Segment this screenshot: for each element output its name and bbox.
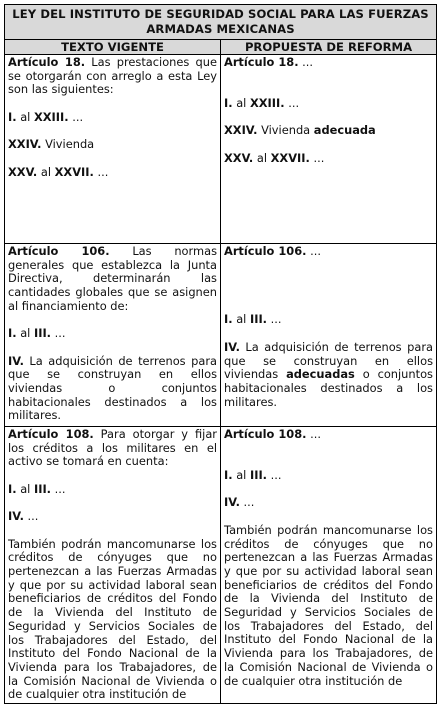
article-108-intro: Artículo 108. Para otorgar y fijar los créditos a los militares en el activo se tomará en cuenta: xyxy=(8,427,217,469)
article-heading: Artículo 108. xyxy=(8,427,94,441)
fraction-iv: IV. La adquisición de terrenos para que se construyan en ellos viviendas adecuadas o conjuntos habitacionales destinados a los militares. xyxy=(224,339,433,409)
fraction-iv: IV. La adquisición de terrenos para que se construyan en ellos viviendas o conjuntos habitacionales destinados a los militares. xyxy=(8,353,217,423)
article-108-paragraph: También podrán mancomunarse los créditos de cónyuges que no pertenezcan a las Fuerzas Armadas y que por su actividad laboral sean beneficiarios de créditos del Fondo de la Vivienda del Instituto de Seguridad y Servicios Sociales de los Trabajadores del Estado, del Instituto del Fondo Nacional de la Vivienda para los Trabajadores, de la Comisión Nacional de Vivienda o de cualquier otra institución de xyxy=(224,522,433,688)
fraction-xxiv: XXIV. Vivienda xyxy=(8,137,95,152)
table-row xyxy=(5,55,437,244)
article-108-intro: Artículo 108. ... xyxy=(224,427,321,441)
article-heading: Artículo 18. xyxy=(8,55,86,69)
fraction-xxiv: XXIV. Vivienda adecuada xyxy=(224,123,376,138)
article-108-paragraph: También podrán mancomunarse los créditos de cónyuges que no pertenezcan a las Fuerzas Armadas y que por su actividad laboral sean beneficiarios de créditos del Fondo de la Vivienda del Instituto de Seguridad y Servicios Sociales de los Trabajadores del Estado, del Instituto del Fondo Nacional de la Vivienda para los Trabajadores, de la Comisión Nacional de Vivienda o de cualquier otra institución de xyxy=(8,536,217,702)
column-header-row xyxy=(5,40,437,55)
article-106-intro: Artículo 106. ... xyxy=(224,244,321,258)
comparison-table xyxy=(4,4,437,704)
article-heading: Artículo 106. xyxy=(224,244,307,258)
fraction-range: I. al III. ... xyxy=(8,326,66,341)
fraction-iv: IV. ... xyxy=(224,495,255,510)
article-106-current xyxy=(5,244,221,427)
article-106-proposal xyxy=(221,244,437,427)
table-row xyxy=(5,244,437,427)
fraction-range: I. al III. ... xyxy=(224,312,282,327)
fraction-range: I. al III. ... xyxy=(224,468,282,483)
article-18-current xyxy=(5,55,221,244)
article-heading: Artículo 18. xyxy=(224,55,299,69)
article-18-proposal xyxy=(221,55,437,244)
table-row xyxy=(5,427,437,704)
fraction-range: XXV. al XXVII. ... xyxy=(224,150,325,165)
article-108-current xyxy=(5,427,221,704)
table-title: LEY DEL INSTITUTO DE SEGURIDAD SOCIAL PARA LAS FUERZAS ARMADAS MEXICANAS xyxy=(5,5,437,40)
article-heading: Artículo 108. xyxy=(224,427,307,441)
article-18-intro xyxy=(8,56,217,97)
article-108-proposal xyxy=(221,427,437,704)
column-header-proposal: PROPUESTA DE REFORMA xyxy=(221,40,437,55)
article-106-intro: Artículo 106. Las normas generales que establezca la Junta Directiva, determinarán las cantidades globales que se asignen al financiamiento de: xyxy=(8,244,218,313)
fraction-range: XXV. al XXVII. ... xyxy=(8,164,109,179)
fraction-iv: IV. ... xyxy=(8,509,39,524)
fraction-range: I. al XXIII. ... xyxy=(224,96,300,111)
fraction-range: I. al XXIII. ... xyxy=(8,109,84,124)
reform-highlight: adecuadas xyxy=(286,367,355,382)
article-heading: Artículo 106. xyxy=(8,244,110,258)
article-18-intro: Artículo 18. ... xyxy=(224,55,314,69)
fraction-range: I. al III. ... xyxy=(8,481,66,496)
article-text: Las prestaciones que se otorgarán con arreglo a esta Ley son las siguientes: xyxy=(8,55,217,97)
title-row xyxy=(5,5,437,40)
document xyxy=(4,4,436,702)
column-header-current: TEXTO VIGENTE xyxy=(5,40,221,55)
reform-highlight: adecuada xyxy=(313,123,376,138)
